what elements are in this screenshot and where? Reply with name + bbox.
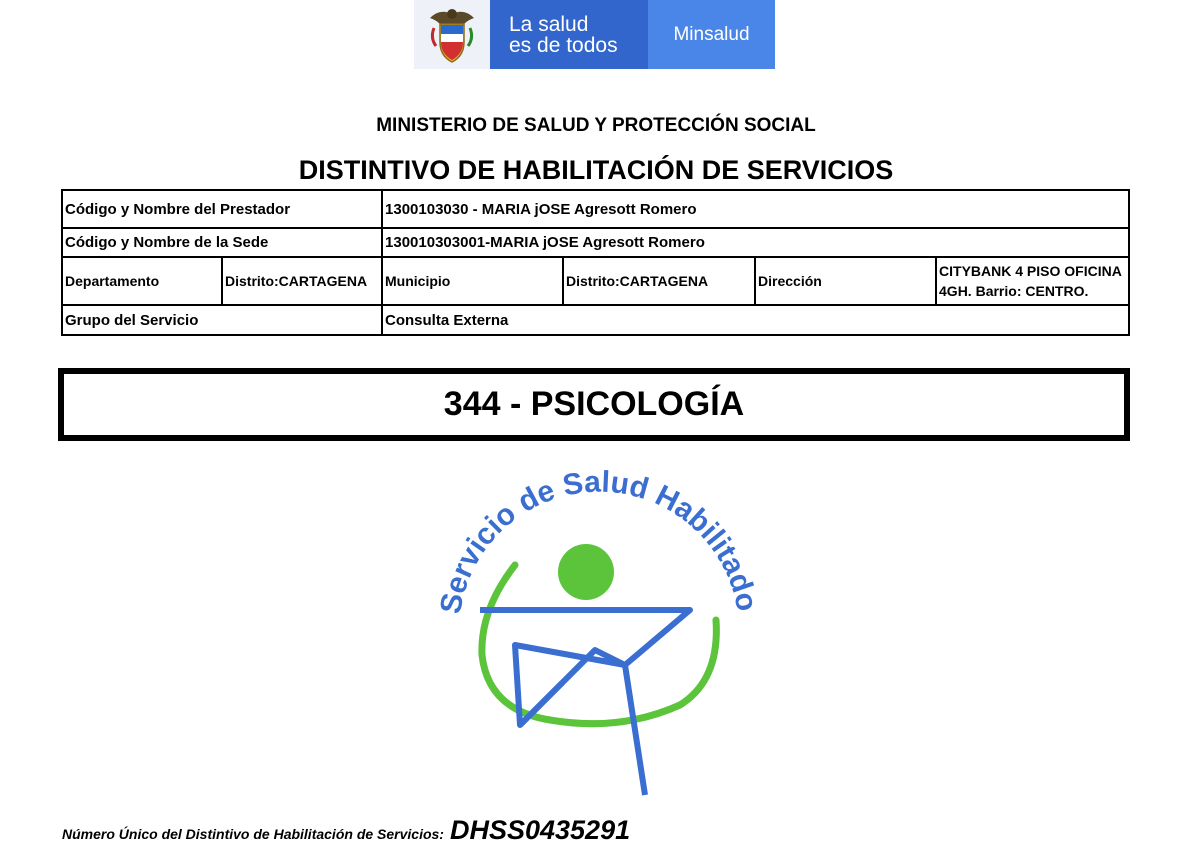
direccion-line-2: 4GH. Barrio: CENTRO. <box>939 283 1089 299</box>
grupo-value: Consulta Externa <box>382 305 1129 335</box>
slogan-line-2: es de todos <box>509 33 618 57</box>
service-name-box <box>58 368 1130 441</box>
distinctive-number-label: Número Único del Distintivo de Habilitación de Servicios: <box>62 826 444 842</box>
ministry-heading: MINISTERIO DE SALUD Y PROTECCIÓN SOCIAL <box>376 115 816 136</box>
service-name: 344 - PSICOLOGÍA <box>443 385 745 423</box>
prestador-label: Código y Nombre del Prestador <box>62 190 382 228</box>
table-row <box>62 305 1129 335</box>
brand-name: Minsalud <box>648 0 775 69</box>
departamento-value: Distrito:CARTAGENA <box>222 257 382 305</box>
departamento-label: Departamento <box>62 257 222 305</box>
direccion-label: Dirección <box>755 257 936 305</box>
provider-info-table <box>61 189 1130 336</box>
grupo-label: Grupo del Servicio <box>62 305 382 335</box>
municipio-label: Municipio <box>382 257 563 305</box>
header-banner <box>414 0 775 69</box>
direccion-value <box>936 257 1129 305</box>
sede-value: 130010303001-MARIA jOSE Agresott Romero <box>382 228 1129 257</box>
table-row <box>62 257 1129 305</box>
prestador-value: 1300103030 - MARIA jOSE Agresott Romero <box>382 190 1129 228</box>
distinctive-number-line <box>62 815 630 846</box>
table-row <box>62 190 1129 228</box>
coat-of-arms <box>414 0 490 69</box>
seal-figure-icon <box>420 470 770 810</box>
municipio-value: Distrito:CARTAGENA <box>563 257 755 305</box>
coat-of-arms-icon <box>424 4 480 66</box>
table-row <box>62 228 1129 257</box>
slogan-line-1: La salud <box>509 12 589 36</box>
sede-label: Código y Nombre de la Sede <box>62 228 382 257</box>
distinctive-number-code: DHSS0435291 <box>449 815 631 845</box>
direccion-line-1: CITYBANK 4 PISO OFICINA <box>939 263 1122 279</box>
seal-text-path: Servicio de Salud Habilitado <box>434 470 764 617</box>
habilitation-seal <box>420 470 770 810</box>
page-title: DISTINTIVO DE HABILITACIÓN DE SERVICIOS <box>298 155 894 185</box>
slogan-block <box>490 0 648 69</box>
